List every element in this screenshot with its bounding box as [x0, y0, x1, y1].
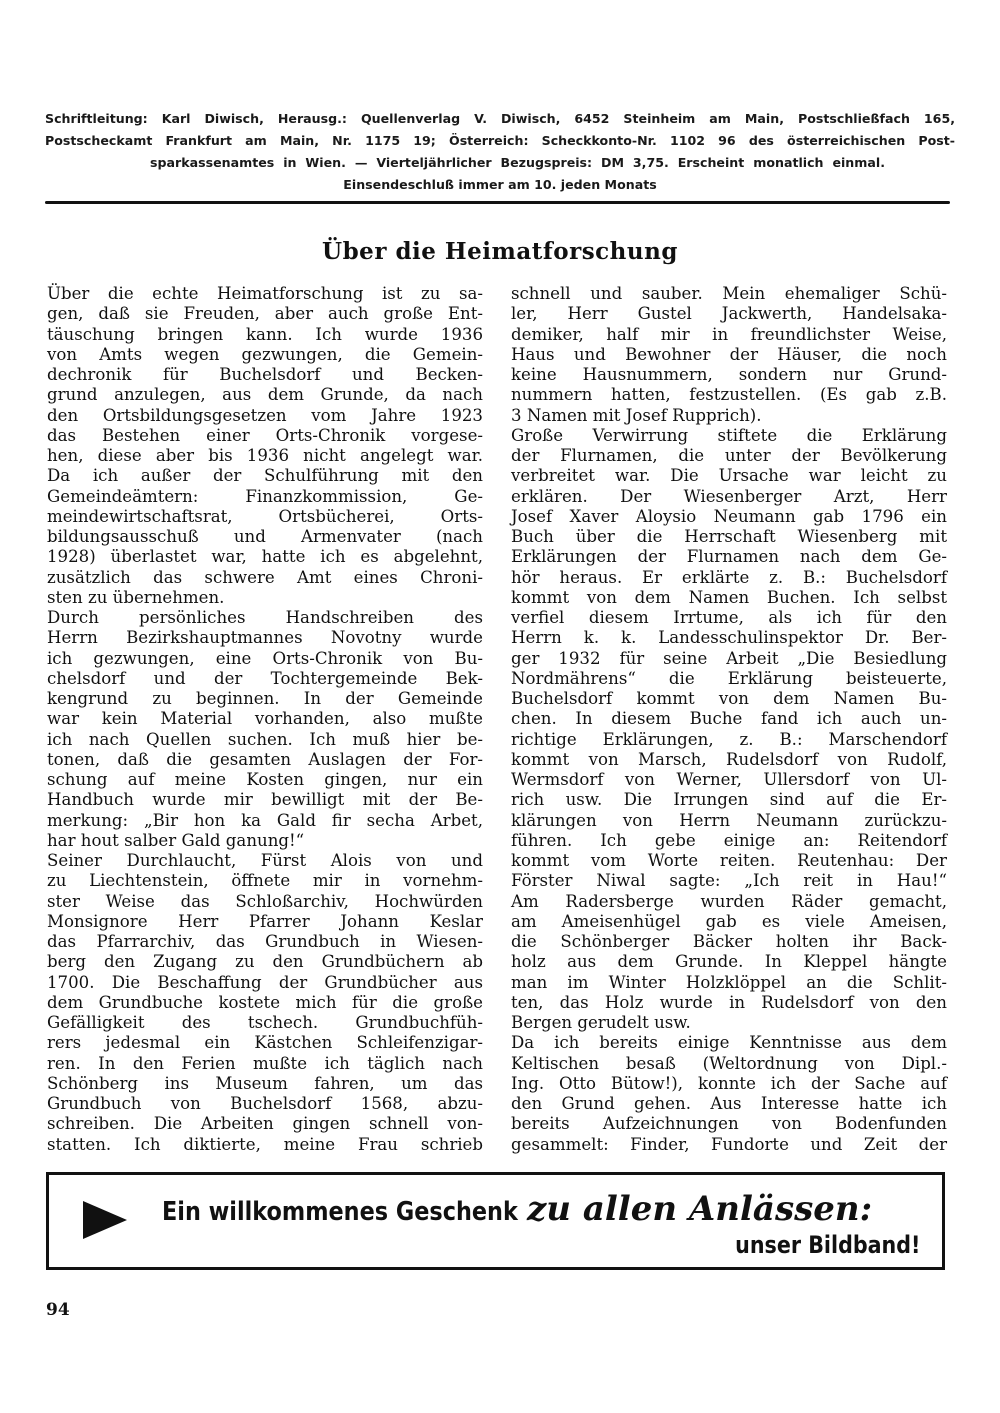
text-line: Herrn k. k. Landesschulinspektor Dr. Ber-: [511, 628, 947, 648]
text-line: zusätzlich das schwere Amt eines Chroni-: [47, 567, 483, 587]
text-line: schnell und sauber. Mein ehemaliger Schü-: [511, 284, 947, 303]
text-line: der Flurnamen, die unter der Bevölkerung: [511, 446, 947, 465]
text-line: grund anzulegen, aus dem Grunde, da nach: [47, 385, 483, 405]
text-line: Durch persönliches Handschreiben des: [47, 608, 483, 627]
masthead-line: sparkassenamtes in Wien. — Vierteljährlicher Bezugspreis: DM 3,75. Erscheint monatlich einmal.: [150, 155, 885, 170]
text-line: merkung: „Bir hon ka Gald fir secha Arbet,: [47, 810, 483, 830]
masthead-line: Einsendeschluß immer am 10. jeden Monats: [343, 177, 657, 192]
text-line: chelsdorf und der Tochtergemeinde Bek-: [47, 668, 483, 688]
ad-text-2: zu allen Anlässen:: [527, 1189, 873, 1229]
text-line: meindewirtschaftsrat, Ortsbücherei, Orts-: [47, 506, 483, 526]
text-line: Seiner Durchlaucht, Fürst Alois von und: [47, 851, 483, 870]
text-line: 1700. Die Beschaffung der Grundbücher aus: [47, 972, 483, 992]
text-line: von Amts wegen gezwungen, die Gemein-: [47, 344, 483, 364]
text-line: kommt von Marsch, Rudelsdorf von Rudolf,: [511, 749, 947, 769]
text-line: Schönberg ins Museum fahren, um das: [47, 1073, 483, 1093]
text-line: Förster Niwal sagte: „Ich reit in Hau!“: [511, 871, 947, 891]
text-line: die Schönberger Bäcker holten ihr Back-: [511, 932, 947, 951]
text-line: Monsignore Herr Pfarrer Johann Keslar: [47, 911, 483, 931]
text-line: 1928) überlastet war, hatte ich es abgelehnt,: [47, 547, 483, 567]
text-line: tonen, daß die gesamten Auslagen der For-: [47, 749, 483, 769]
paragraph: [511, 1033, 947, 1155]
text-line: Keltischen besaß (Weltordnung von Dipl.-: [511, 1053, 947, 1073]
article-title: Über die Heimatforschung: [322, 238, 678, 265]
left-column: [47, 284, 483, 1155]
text-line: Wermsdorf von Werner, Ullersdorf von Ul-: [511, 770, 947, 789]
text-line: dem Grundbuche kostete mich für die große: [47, 992, 483, 1012]
right-column: [511, 284, 947, 1155]
ad-text-3: unser Bildband!: [734, 1231, 920, 1259]
page-number: 94: [46, 1300, 70, 1320]
text-line: Haus und Bewohner der Häuser, die noch: [511, 344, 947, 364]
text-line: kommt von dem Namen Buchen. Ich selbst: [511, 587, 947, 607]
text-line: Große Verwirrung stiftete die Erklärung: [511, 425, 947, 445]
text-line: kengrund zu beginnen. In der Gemeinde: [47, 689, 483, 708]
text-line: verfiel diesem Irrtume, als ich für den: [511, 608, 947, 627]
text-line: Am Radersberge wurden Räder gemacht,: [511, 891, 947, 911]
text-line: war kein Material vorhanden, also mußte: [47, 709, 483, 729]
text-line: Gefälligkeit des tschech. Grundbuchfüh-: [47, 1013, 483, 1032]
text-line: ich gezwungen, eine Orts-Chronik von Bu-: [47, 648, 483, 668]
text-line: ler, Herr Gustel Jackwerth, Handelsaka-: [511, 304, 947, 324]
text-line: klärungen von Herrn Neumann zurückzu-: [511, 810, 947, 830]
masthead: [45, 108, 955, 196]
text-line: das Bestehen einer Orts-Chronik vorgese-: [47, 425, 483, 445]
text-line: berg den Zugang zu den Grundbüchern ab: [47, 952, 483, 972]
text-line: Ing. Otto Bütow!), konnte ich der Sache auf: [511, 1073, 947, 1093]
paragraph: [511, 426, 947, 1034]
text-line: Buch über die Herrschaft Wiesenberg mit: [511, 527, 947, 546]
text-line: Über die echte Heimatforschung ist zu sa-: [47, 284, 483, 303]
text-line: Da ich außer der Schulführung mit den: [47, 466, 483, 486]
text-line: gesammelt: Finder, Fundorte und Zeit der: [511, 1134, 947, 1154]
text-line: Buchelsdorf kommt von dem Namen Bu-: [511, 689, 947, 708]
text-line: Handbuch wurde mir bewilligt mit der Be-: [47, 790, 483, 810]
paragraph: [511, 284, 947, 426]
text-line: chen. In diesem Buche fand ich auch un-: [511, 709, 947, 729]
text-line: holz aus dem Grunde. In Kleppel hängte: [511, 952, 947, 972]
text-line: hen, diese aber bis 1936 nicht angelegt war.: [47, 446, 483, 465]
text-line: Josef Xaver Aloysio Neumann gab 1796 ein: [511, 506, 947, 526]
text-line: am Ameisenhügel gab es viele Ameisen,: [511, 911, 947, 931]
text-line: ster Weise das Schloßarchiv, Hochwürden: [47, 891, 483, 911]
text-line: schreiben. Die Arbeiten gingen schnell von-: [47, 1114, 483, 1134]
text-line: keine Hausnummern, sondern nur Grund-: [511, 365, 947, 384]
text-line: bereits Aufzeichnungen von Bodenfunden: [511, 1114, 947, 1134]
text-line: führen. Ich gebe einige an: Reitendorf: [511, 830, 947, 850]
text-line: Da ich bereits einige Kenntnisse aus dem: [511, 1033, 947, 1053]
triangle-pointer-icon: [83, 1201, 127, 1239]
text-line: Grundbuch von Buchelsdorf 1568, abzu-: [47, 1094, 483, 1113]
text-line: schung auf meine Kosten gingen, nur ein: [47, 770, 483, 789]
text-line: Erklärungen der Flurnamen nach dem Ge-: [511, 547, 947, 567]
text-line: sten zu übernehmen.: [47, 587, 225, 607]
text-line: das Pfarrarchiv, das Grundbuch in Wiesen-: [47, 932, 483, 951]
text-line: nummern hatten, festzustellen. (Es gab z.B.: [511, 385, 947, 405]
advertisement-box: [46, 1172, 945, 1270]
text-line: dechronik für Buchelsdorf und Becken-: [47, 365, 483, 384]
text-line: demiker, half mir in freundlichster Weise,: [511, 324, 947, 344]
text-line: ren. In den Ferien mußte ich täglich nach: [47, 1053, 483, 1073]
text-line: Bergen gerudelt usw.: [511, 1013, 691, 1032]
text-line: verbreitet war. Die Ursache war leicht zu: [511, 466, 947, 486]
text-line: man im Winter Holzklöppel an die Schlit-: [511, 972, 947, 992]
text-line: Herrn Bezirkshauptmannes Novotny wurde: [47, 628, 483, 648]
text-line: den Ortsbildungsgesetzen vom Jahre 1923: [47, 405, 483, 425]
masthead-line: Schriftleitung: Karl Diwisch, Herausg.: Quellenverlag V. Diwisch, 6452 Steinheim am Main, Postschließfach 165,: [45, 111, 955, 126]
text-line: gen, daß sie Freuden, aber auch große Ent-: [47, 304, 483, 324]
text-line: statten. Ich diktierte, meine Frau schrieb: [47, 1134, 483, 1154]
text-line: Gemeindeämtern: Finanzkommission, Ge-: [47, 486, 483, 506]
paragraph: [47, 851, 483, 1155]
text-line: erklären. Der Wiesenberger Arzt, Herr: [511, 486, 947, 506]
text-line: den Grund gehen. Aus Interesse hatte ich: [511, 1094, 947, 1113]
text-line: zu Liechtenstein, öffnete mir in vornehm-: [47, 871, 483, 891]
text-line: ich nach Quellen suchen. Ich muß hier be-: [47, 729, 483, 749]
header-rule: [45, 201, 950, 204]
text-line: Nordmährens“ die Erklärung beisteuerte,: [511, 668, 947, 688]
text-line: rich usw. Die Irrungen sind auf die Er-: [511, 790, 947, 810]
text-line: richtige Erklärungen, z. B.: Marschendorf: [511, 729, 947, 749]
paragraph: [47, 608, 483, 851]
ad-text-1: Ein willkommenes Geschenk: [162, 1197, 518, 1227]
text-line: kommt vom Worte reiten. Reutenhau: Der: [511, 851, 947, 870]
text-line: ten, das Holz wurde in Rudelsdorf von den: [511, 992, 947, 1012]
paragraph: [47, 284, 483, 608]
masthead-line: Postscheckamt Frankfurt am Main, Nr. 1175 19; Österreich: Scheckkonto-Nr. 1102 96 des österreichischen Post-: [45, 133, 955, 148]
text-line: 3 Namen mit Josef Rupprich).: [511, 405, 762, 425]
text-line: ger 1932 für seine Arbeit „Die Besiedlung: [511, 648, 947, 668]
text-line: täuschung bringen kann. Ich wurde 1936: [47, 324, 483, 344]
text-line: bildungsausschuß und Armenvater (nach: [47, 527, 483, 546]
text-line: rers jedesmal ein Kästchen Schleifenzigar-: [47, 1033, 483, 1053]
text-line: har hout salber Gald ganung!“: [47, 830, 305, 850]
text-line: hör heraus. Er erklärte z. B.: Buchelsdorf: [511, 567, 947, 587]
